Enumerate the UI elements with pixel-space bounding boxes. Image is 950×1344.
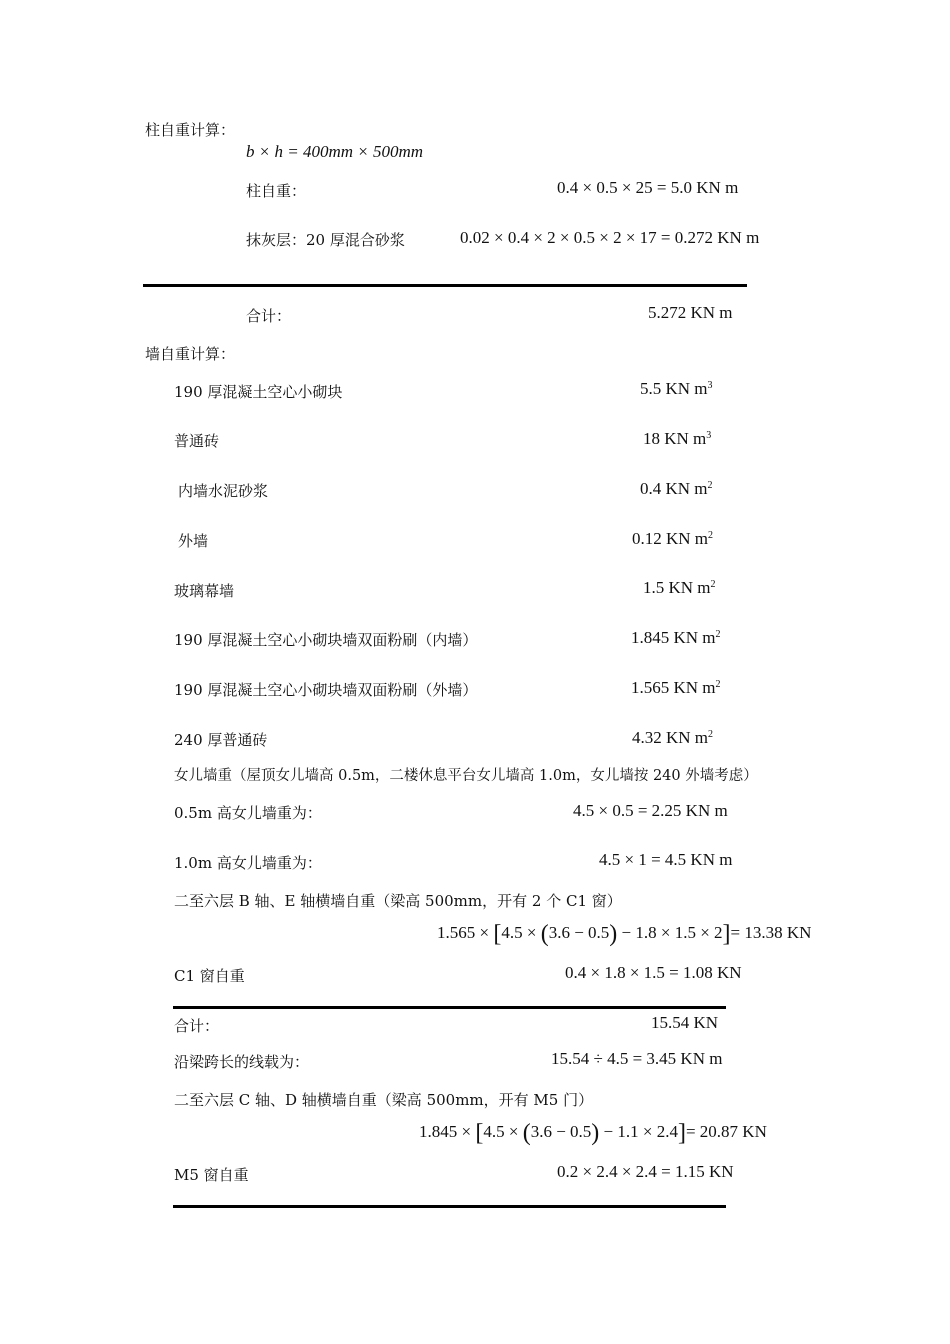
column-self-weight-formula: 0.4 × 0.5 × 25 = 5.0 KN m	[557, 178, 739, 197]
column-self-weight-label: 柱自重：	[246, 182, 307, 200]
be-axis-label: 二至六层 B 轴、E 轴横墙自重（梁高 500mm，开有 2 个 C1 窗）	[174, 892, 622, 910]
column-total-value: 5.272 KN m	[648, 303, 733, 322]
total2-label: 合计：	[174, 1017, 220, 1035]
plaster-formula: 0.02 × 0.4 × 2 × 0.5 × 2 × 17 = 0.272 KN m	[460, 228, 760, 247]
material-value: 4.32 KN $m^2$	[632, 728, 714, 747]
divider-rule	[143, 284, 747, 287]
material-label: 190 厚混凝土空心小砌块	[174, 383, 343, 401]
material-label: 普通砖	[174, 432, 220, 450]
material-value: 18 KN $m^3$	[643, 429, 712, 448]
cd-axis-formula: 1.845 × [4.5 × (3.6 − 0.5) − 1.1 × 2.4]= 20.87 KN	[419, 1120, 767, 1146]
parapet-note: 女儿墙重（屋顶女儿墙高 0.5m，二楼休息平台女儿墙高 1.0m，女儿墙按 240 外墙考虑）	[174, 768, 758, 784]
line-load-formula: 15.54 ÷ 4.5 = 3.45 KN m	[551, 1049, 723, 1068]
be-axis-formula: 1.565 × [4.5 × (3.6 − 0.5) − 1.8 × 1.5 × 2]= 13.38 KN	[437, 921, 812, 947]
cd-axis-label: 二至六层 C 轴、D 轴横墙自重（梁高 500mm，开有 M5 门）	[174, 1091, 594, 1109]
m5-label: M5 窗自重	[174, 1166, 249, 1184]
material-label: 内墙水泥砂浆	[178, 482, 269, 500]
material-label: 190 厚混凝土空心小砌块墙双面粉刷（内墙）	[174, 631, 478, 649]
line-load-label: 沿梁跨长的线载为：	[174, 1053, 310, 1071]
c1-formula: 0.4 × 1.8 × 1.5 = 1.08 KN	[565, 963, 742, 982]
material-value: 1.845 KN $m^2$	[631, 628, 721, 647]
column-dims-text: b × h = 400mm × 500mm	[246, 142, 424, 161]
material-label: 外墙	[178, 532, 209, 550]
column-total-label: 合计：	[246, 307, 292, 325]
total2-value: 15.54 KN	[651, 1013, 719, 1032]
c1-label: C1 窗自重	[174, 967, 245, 985]
parapet-05-formula: 4.5 × 0.5 = 2.25 KN m	[573, 801, 728, 820]
parapet-10-formula: 4.5 × 1 = 4.5 KN m	[599, 850, 733, 869]
column-dims-formula	[246, 141, 423, 163]
m5-formula: 0.2 × 2.4 × 2.4 = 1.15 KN	[557, 1162, 734, 1181]
material-value: 0.12 KN $m^2$	[632, 529, 714, 548]
parapet-05-label: 0.5m 高女儿墙重为：	[174, 804, 322, 822]
divider-rule	[173, 1006, 726, 1009]
material-label: 240 厚普通砖	[174, 731, 268, 749]
material-value: 0.4 KN $m^2$	[640, 479, 713, 498]
wall-heading: 墙自重计算：	[145, 345, 236, 363]
material-value: 5.5 KN $m^3$	[640, 379, 713, 398]
material-value: 1.565 KN $m^2$	[631, 678, 721, 697]
material-value: 1.5 KN $m^2$	[643, 578, 716, 597]
parapet-10-label: 1.0m 高女儿墙重为：	[174, 854, 322, 872]
material-label: 190 厚混凝土空心小砌块墙双面粉刷（外墙）	[174, 681, 478, 699]
divider-rule	[173, 1205, 726, 1208]
column-heading: 柱自重计算：	[145, 121, 236, 139]
plaster-label: 抹灰层：20 厚混合砂浆	[246, 231, 405, 249]
material-label: 玻璃幕墙	[174, 582, 235, 600]
